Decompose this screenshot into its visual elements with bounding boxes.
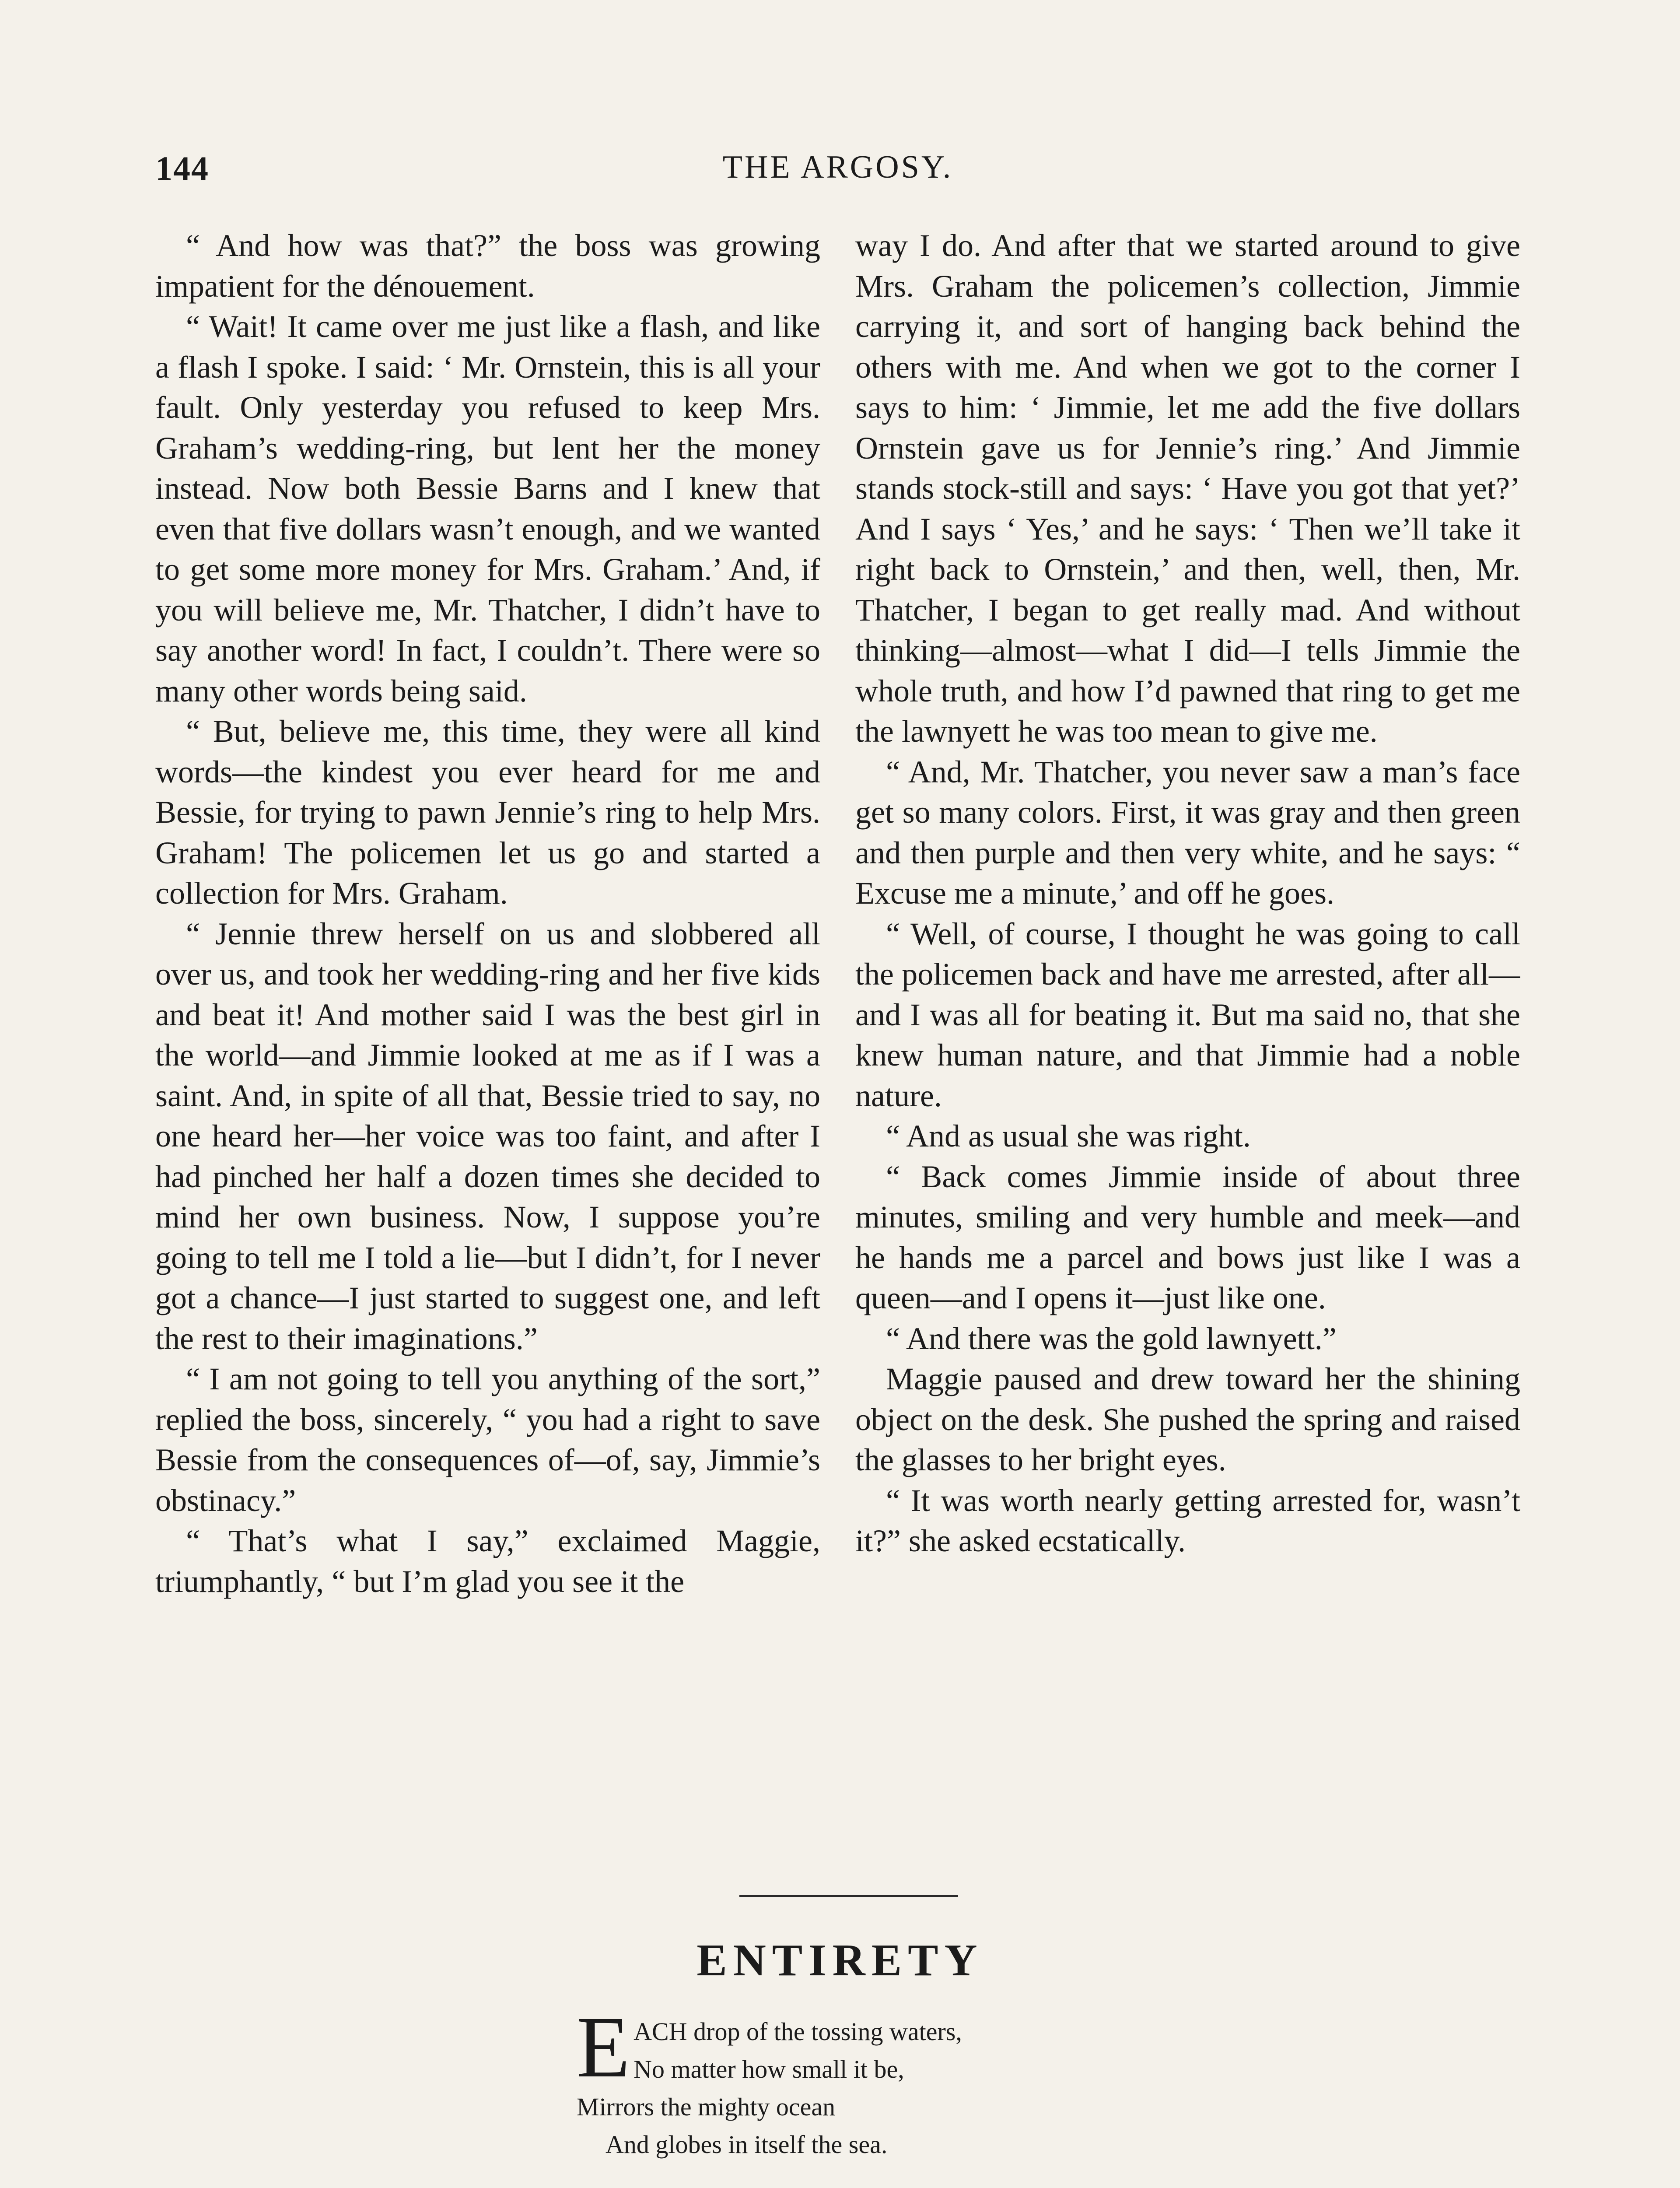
poem-line: Mirrors the mighty ocean: [577, 2093, 836, 2121]
paragraph: “ And how was that?” the boss was growing impatient for the dénouement.: [155, 228, 820, 304]
paragraph: “ And there was the gold lawnyett.”: [886, 1321, 1337, 1356]
right-column: [855, 225, 1520, 1844]
paragraph: “ Jennie threw herself on us and slobbered all over us, and took her wedding-ring and her five kids and beat it! And mother said I was the best girl in the world—and Jimmie looked at me as if I was a saint. And, in spite of all that, Bessie tried to say, no one heard her—her voice was too faint, and after I had pinched her half a dozen times she decided to mind her own business. Now, I suppose you’re going to tell me I told a lie—but I didn’t, for I never got a chance—I just started to suggest one, and left the rest to their imaginations.”: [155, 916, 820, 1356]
left-column: [155, 225, 820, 1844]
paragraph: “ But, believe me, this time, they were all kind words—the kindest you ever heard for me and Bessie, for trying to pawn Jennie’s ring to help Mrs. Graham! The policemen let us go and started a collection for Mrs. Graham.: [155, 714, 820, 911]
paragraph: “ And, Mr. Thatcher, you never saw a man’s face get so many colors. First, it was gray and then green and then purple and then very white, and he says: “ Excuse me a minute,’ and off he goes.: [855, 754, 1520, 911]
poem-title: ENTIRETY: [696, 1935, 984, 1985]
poem-line: ACH drop of the tossing waters,: [634, 2017, 962, 2046]
poem-line: And globes in itself the sea.: [606, 2130, 888, 2159]
paragraph: “ And as usual she was right.: [886, 1119, 1251, 1154]
paragraph: “ Wait! It came over me just like a flash, and like a flash I spoke. I said: ‘ Mr. Ornstein, this is all your fault. Only yesterday you refused to keep Mrs. Graham’s wedding-ring, but lent her the money instead. Now both Bessie Barns and I knew that even that five dollars wasn’t enough, and we wanted to get some more money for Mrs. Graham.’ And, if you will believe me, Mr. Thatcher, I didn’t have to say another word! In fact, I couldn’t. There were so many other words being said.: [155, 309, 820, 708]
story-columns: [155, 225, 1520, 1844]
drop-cap: E: [577, 1999, 630, 2096]
poem-stanza: [577, 1999, 1189, 2163]
paragraph-continuation: way I do. And after that we started around to give Mrs. Graham the policemen’s collection, Jimmie carrying it, and sort of hanging back behind the others with me. And when we got to the corner I says to him: ‘ Jimmie, let me add the five dollars Ornstein gave us for Jennie’s ring.’ And Jimmie stands stock-still and says: ‘ Have you got that yet?’ And I says ‘ Yes,’ and he says: ‘ Then we’ll take it right back to Ornstein,’ and then, well, then, Mr. Thatcher, I began to get really mad. And without thinking—almost—what I did—I tells Jimmie the whole truth, and how I’d pawned that ring to get me the lawnyett he was too mean to give me.: [855, 228, 1520, 749]
page-header: [155, 149, 1520, 197]
page-number: 144: [155, 149, 209, 187]
paragraph: “ I am not going to tell you anything of the sort,” replied the boss, sincerely, “ you had a right to save Bessie from the consequences of—of, say, Jimmie’s obstinacy.”: [155, 1361, 820, 1518]
section-divider: [739, 1895, 958, 1897]
poem-line: No matter how small it be,: [634, 2055, 904, 2083]
running-title: THE ARGOSY.: [722, 149, 953, 185]
paragraph: Maggie paused and drew toward her the shining object on the desk. She pushed the spring and raised the glasses to her bright eyes.: [855, 1361, 1520, 1477]
paragraph: “ It was worth nearly getting arrested for, wasn’t it?” she asked ecstatically.: [855, 1483, 1520, 1558]
paragraph: “ Back comes Jimmie inside of about three minutes, smiling and very humble and meek—and he hands me a parcel and bows just like I was a queen—and I opens it—just like one.: [855, 1159, 1520, 1315]
poem: [577, 1999, 1189, 2188]
paragraph: “ That’s what I say,” exclaimed Maggie, triumphantly, “ but I’m glad you see it the: [155, 1523, 820, 1599]
paragraph: “ Well, of course, I thought he was going to call the policemen back and have me arrested, after all—and I was all for beating it. But ma said no, that she knew human nature, and that Jimmie had a noble nature.: [855, 916, 1520, 1113]
